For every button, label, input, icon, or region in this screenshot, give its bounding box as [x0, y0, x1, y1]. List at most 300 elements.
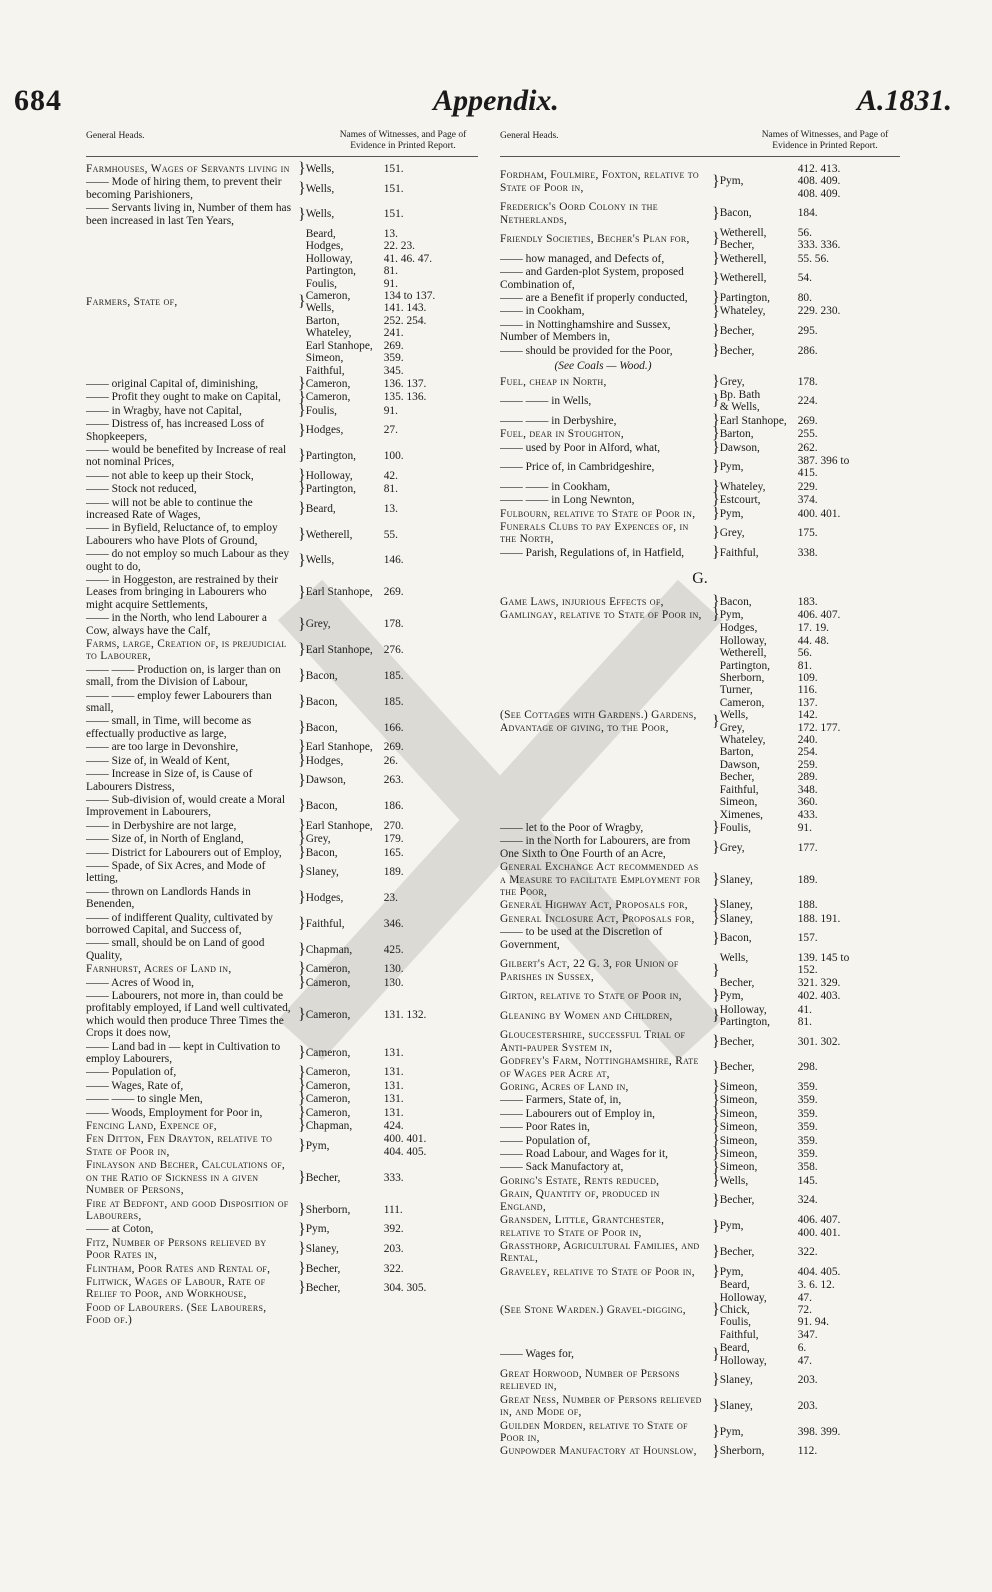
entry-witness: Pym,	[719, 1220, 744, 1233]
entry-witness: Sherborn,	[305, 1203, 351, 1216]
entry-witness: Becher,	[719, 1194, 755, 1207]
entry-witness: Becher,	[719, 325, 755, 338]
brace-glyph: }	[298, 1220, 306, 1238]
entry-pages: 131.	[383, 1093, 404, 1106]
index-entry	[86, 664, 478, 689]
entry-pages: 56. 333. 336.	[797, 227, 841, 252]
entry-witness: Cameron,	[305, 377, 351, 390]
index-entry	[500, 987, 900, 1005]
entry-witness: Wetherell,	[719, 272, 767, 285]
entry-head: Funerals Clubs to pay Expences of, in the North,	[500, 520, 689, 546]
index-entry	[500, 1342, 900, 1367]
entry-pages: 270.	[383, 819, 404, 832]
entry-witness: Bacon,	[719, 207, 752, 220]
entry-pages: 178.	[383, 618, 404, 631]
brace-glyph: }	[298, 797, 306, 815]
index-entry	[86, 418, 478, 443]
index-entry	[86, 843, 478, 861]
brace-glyph: }	[712, 929, 720, 947]
entry-pages: 139. 145 to 152. 321. 329.	[797, 951, 850, 989]
index-entry	[86, 497, 478, 522]
entry-pages: 184.	[797, 207, 818, 220]
entry-pages: 203.	[797, 1374, 818, 1387]
entry-witness: Cameron,	[305, 1046, 351, 1059]
entry-pages: 26.	[383, 754, 398, 767]
entry-head: —— Distress of, has increased Loss of Shopkeepers,	[86, 418, 265, 443]
entry-head: —— used by Poor in Alford, what,	[500, 441, 661, 454]
page-year: A.1831.	[856, 84, 952, 117]
entry-pages: 55. 56.	[797, 252, 830, 265]
entry-pages: 130.	[383, 976, 404, 989]
brace-glyph: }	[712, 269, 720, 287]
entry-head: —— Wages, Rate of,	[86, 1079, 184, 1092]
entry-head: Frederick's Oord Colony in the Netherlands,	[500, 201, 658, 226]
left-column	[86, 128, 478, 1328]
entry-head: Fire at Bedfont, and good Disposition of Labourers,	[86, 1197, 289, 1222]
brace-glyph: }	[298, 771, 306, 789]
entry-head: —— small, should be on Land of good Quality,	[86, 937, 265, 962]
index-entry	[500, 1158, 900, 1176]
entry-head: —— Stock not reduced,	[86, 483, 197, 496]
brace-glyph: }	[298, 293, 306, 311]
entry-pages: 374.	[797, 494, 818, 507]
index-entry	[500, 163, 900, 200]
index-entry	[500, 861, 900, 898]
entry-pages: 189.	[797, 873, 818, 886]
brace-glyph: }	[298, 1090, 306, 1108]
index-entry	[500, 592, 900, 610]
index-entry	[86, 202, 478, 227]
index-entry	[500, 266, 900, 291]
brace-glyph: }	[712, 819, 720, 837]
entry-witness: Partington,	[305, 450, 356, 463]
brace-glyph: }	[712, 411, 720, 429]
index-entry	[500, 1279, 900, 1341]
entry-pages: 151.	[383, 182, 404, 195]
left-column-header	[86, 128, 478, 157]
entry-head: —— thrown on Landlords Hands in Benenden,	[86, 885, 251, 911]
entry-witness: Holloway,	[305, 469, 353, 482]
entry-pages: 131.	[383, 1046, 404, 1059]
entry-head: —— and Garden-plot System, proposed Combination of,	[500, 266, 684, 291]
entry-pages: 359.	[797, 1121, 818, 1134]
entry-witness: Pym,	[719, 175, 744, 188]
brace-glyph: }	[298, 1240, 306, 1258]
brace-glyph: }	[712, 1345, 720, 1363]
entry-pages: 27.	[383, 424, 398, 437]
entry-pages: 146.	[383, 554, 404, 567]
brace-glyph: }	[712, 504, 720, 522]
index-entry	[86, 1276, 478, 1301]
entry-head: —— in the North, who lend Labourer a Cow, always have the Calf,	[86, 612, 267, 637]
entry-head: Fencing Land, Expence of,	[86, 1120, 217, 1133]
brace-glyph: }	[712, 1423, 720, 1440]
entry-witness: Cameron,	[305, 976, 351, 989]
entry-head: —— Road Labour, and Wages for it,	[500, 1148, 668, 1161]
entry-pages: 130.	[383, 963, 404, 976]
entry-witness: Wells,	[305, 182, 335, 195]
entry-witness: Foulis,	[305, 404, 338, 417]
entry-pages: 145.	[797, 1174, 818, 1187]
entry-witness: Pym,	[305, 1223, 330, 1236]
brace-glyph: }	[298, 863, 306, 881]
brace-glyph: }	[298, 1044, 306, 1062]
entry-witness: Slaney,	[719, 1399, 753, 1412]
entry-head: Farms, large, Creation of, is prejudicial to Labourer,	[86, 638, 287, 663]
entry-witness: Beard, Hodges, Holloway, Partington, Foulis, Cameron, Wells, Barton, Whateley, Earl Stanhope, Simeon, Faithful,	[305, 228, 373, 377]
entry-head: Farmhouses, Wages of Servants living in	[86, 163, 290, 175]
brace-glyph: }	[712, 341, 720, 359]
entry-pages: 42.	[383, 469, 398, 482]
left-entry-list	[86, 160, 478, 1327]
entry-witness: Simeon,	[719, 1094, 758, 1107]
entry-witness: Wells,	[305, 163, 335, 175]
entry-head: —— small, in Time, will become as effectually productive as large,	[86, 715, 252, 740]
index-entry	[500, 389, 900, 414]
index-entry	[86, 1198, 478, 1223]
entry-pages: 80.	[797, 292, 812, 305]
index-entry	[500, 819, 900, 837]
entry-witness: Bacon,	[719, 595, 752, 608]
entry-pages: 188.	[797, 899, 818, 912]
entry-witness: Becher,	[305, 1262, 341, 1275]
index-entry	[500, 1004, 900, 1029]
brace-glyph: }	[298, 1279, 306, 1297]
brace-glyph: }	[298, 940, 306, 958]
entry-head: Game Laws, injurious Effects of,	[500, 595, 664, 608]
page-number: 684	[14, 84, 62, 117]
index-entry	[500, 521, 900, 546]
index-entry	[86, 160, 478, 178]
brace-glyph: }	[712, 372, 720, 390]
entry-witness: Dawson,	[305, 774, 346, 787]
entry-witness: Estcourt,	[719, 494, 761, 507]
entry-witness: Beard, Holloway,	[719, 1342, 767, 1367]
index-entry	[500, 1118, 900, 1136]
entry-head: —— Increase in Size of, is Cause of Labourers Distress,	[86, 768, 253, 793]
index-entry	[86, 715, 478, 740]
entry-pages: 346.	[383, 917, 404, 930]
entry-witness: Cameron,	[305, 963, 351, 976]
brace-glyph: }	[712, 477, 720, 495]
entry-head: —— original Capital of, diminishing,	[86, 377, 259, 390]
entry-pages: 359.	[797, 1094, 818, 1107]
brace-glyph: }	[712, 1243, 720, 1261]
entry-witness: Simeon,	[719, 1161, 758, 1174]
brace-glyph: }	[712, 987, 720, 1005]
entry-pages: 338.	[797, 546, 818, 559]
index-entry	[86, 375, 478, 393]
entry-pages: 131.	[383, 1079, 404, 1092]
entry-head: —— Population of,	[500, 1134, 591, 1147]
entry-witness: Hodges,	[305, 754, 344, 767]
entry-witness: Slaney,	[719, 899, 753, 912]
brace-glyph: }	[298, 693, 306, 711]
brace-glyph: }	[298, 889, 306, 907]
entry-pages: 177.	[797, 841, 818, 854]
entry-witness: Simeon,	[719, 1081, 758, 1094]
brace-glyph: }	[712, 1058, 720, 1076]
entry-witness: Cameron,	[305, 1008, 351, 1021]
index-entry	[500, 341, 900, 359]
index-entry	[86, 480, 478, 498]
index-entry	[86, 690, 478, 715]
entry-witness: Simeon,	[719, 1121, 758, 1134]
entry-pages: 175.	[797, 527, 818, 540]
entry-head: Finlayson and Becher, Calculations of, on the Ratio of Sickness in a given Number of Persons,	[86, 1159, 286, 1197]
entry-pages: 157.	[797, 932, 818, 945]
entry-pages: 229.	[797, 480, 818, 493]
index-entry	[86, 1259, 478, 1277]
entry-witness: Slaney,	[719, 1374, 753, 1387]
entry-head: —— in the North for Labourers, are from One Sixth to One Fourth of an Acre,	[500, 835, 691, 860]
entry-pages: 81.	[383, 483, 398, 496]
entry-head: (See Coals — Wood.)	[554, 360, 652, 373]
index-entry	[500, 227, 900, 252]
entry-head: Godfrey's Farm, Nottinghamshire, Rate of Wages per Acre at,	[500, 1055, 699, 1080]
entry-witness: Wells,	[719, 1174, 749, 1187]
entry-pages: 229. 230.	[797, 305, 841, 318]
index-entry	[86, 388, 478, 406]
brace-glyph: }	[712, 838, 720, 856]
entry-witness: Whateley,	[719, 305, 766, 318]
brace-glyph: }	[712, 524, 720, 542]
brace-glyph: }	[712, 592, 720, 610]
general-heads-label: General Heads.	[500, 131, 559, 141]
entry-pages: 276.	[383, 644, 404, 657]
brace-glyph: }	[712, 1158, 720, 1176]
brace-glyph: }	[712, 1145, 720, 1163]
index-entry	[86, 1302, 478, 1327]
entry-witness: Grey,	[719, 527, 745, 540]
entry-pages: 111.	[383, 1203, 403, 1216]
entry-witness: Simeon,	[719, 1134, 758, 1147]
index-entry	[86, 522, 478, 547]
entry-head: Farnhurst, Acres of Land in,	[86, 963, 232, 976]
brace-glyph: }	[712, 870, 720, 888]
entry-pages: 131. 132.	[383, 1008, 427, 1021]
entry-witness: Dawson,	[719, 441, 760, 454]
entry-pages: 91.	[383, 404, 398, 417]
entry-witness: Bp. Bath & Wells,	[719, 388, 761, 414]
entry-witness: Becher,	[719, 1035, 755, 1048]
entry-head: —— are too large in Devonshire,	[86, 741, 239, 754]
entry-witness: Pym,	[719, 507, 744, 520]
index-entry	[86, 1063, 478, 1081]
index-entry	[86, 1237, 478, 1262]
entry-head: —— Land bad in — kept in Cultivation to employ Labourers,	[86, 1040, 281, 1066]
entry-pages: 286.	[797, 344, 818, 357]
index-entry	[500, 319, 900, 344]
brace-glyph: }	[712, 543, 720, 561]
brace-glyph: }	[298, 388, 306, 406]
entry-head: Farmers, State of,	[86, 296, 178, 309]
entry-pages: 131.	[383, 1106, 404, 1119]
index-entry	[86, 1103, 478, 1121]
entry-pages: 424.	[383, 1120, 404, 1133]
entry-pages: 183.	[797, 595, 818, 608]
brace-glyph: }	[298, 551, 306, 569]
right-entry-list-g	[500, 592, 900, 1460]
entry-head: —— in Derbyshire are not large,	[86, 819, 237, 832]
index-entry	[500, 1105, 900, 1123]
index-entry	[500, 622, 900, 821]
entry-head: —— —— in Derbyshire,	[500, 414, 617, 427]
index-entry	[86, 912, 478, 937]
general-heads-label: General Heads.	[86, 131, 145, 141]
entry-head: Flintham, Poor Rates and Rental of,	[86, 1262, 271, 1275]
entry-head: Gleaning by Women and Children,	[500, 1009, 673, 1022]
entry-pages: 55.	[383, 528, 398, 541]
index-entry	[86, 548, 478, 573]
entry-head: Goring's Estate, Rents reduced,	[500, 1174, 660, 1187]
brace-glyph: }	[298, 738, 306, 756]
entry-pages: 186.	[383, 800, 404, 813]
index-entry	[86, 1220, 478, 1238]
brace-glyph: }	[712, 1191, 720, 1209]
entry-witness: Beard, Holloway, Chick, Foulis, Faithful,	[719, 1279, 767, 1341]
entry-witness: Bacon,	[305, 670, 338, 683]
entry-head: Gunpowder Manufactory at Hounslow,	[500, 1445, 697, 1458]
index-entry	[86, 638, 478, 663]
brace-glyph: }	[712, 458, 720, 476]
entry-witness: Bacon,	[305, 695, 338, 708]
index-entry	[500, 543, 900, 561]
brace-glyph: }	[298, 1005, 306, 1023]
brace-glyph: }	[298, 1168, 306, 1186]
index-entry	[86, 886, 478, 911]
index-entry	[86, 612, 478, 637]
index-entry	[86, 176, 478, 201]
entry-head: Gloucestershire, successful Trial of Anti-pauper System in,	[500, 1029, 686, 1054]
index-entry	[500, 1214, 900, 1239]
entry-pages: 387. 396 to 415.	[797, 454, 850, 480]
entry-head: —— in Nottinghamshire and Sussex, Number of Members in,	[500, 318, 671, 344]
entry-head: —— in Hoggeston, are restrained by their Leases from bringing in Labourers who might acquire Settlements,	[86, 574, 279, 611]
entry-witness: Wells,	[305, 554, 335, 567]
index-entry	[500, 909, 900, 927]
brace-glyph: }	[298, 480, 306, 498]
brace-glyph: }	[298, 914, 306, 932]
entry-head: —— would be benefited by Increase of real not nominal Prices,	[86, 443, 287, 469]
entry-witness: Cameron,	[305, 1106, 351, 1119]
entry-pages: 54.	[797, 272, 812, 285]
brace-glyph: }	[712, 712, 720, 730]
index-entry	[500, 1029, 900, 1054]
brace-glyph: }	[298, 843, 306, 861]
right-column	[500, 128, 900, 1459]
index-entry	[500, 896, 900, 914]
entry-witness: Becher,	[719, 344, 755, 357]
entry-head: Fordham, Foulmire, Foxton, relative to State of Poor in,	[500, 169, 699, 194]
entry-pages: 203.	[383, 1242, 404, 1255]
index-entry	[500, 1055, 900, 1080]
index-entry	[86, 937, 478, 962]
brace-glyph: }	[712, 1301, 720, 1319]
entry-head: —— do not employ so much Labour as they ought to do,	[86, 548, 290, 573]
brace-glyph: }	[712, 909, 720, 927]
entry-head: Gilbert's Act, 22 G. 3, for Union of Parishes in Sussex,	[500, 958, 679, 983]
entry-head: —— Spade, of Six Acres, and Mode of letting,	[86, 859, 266, 885]
entry-pages: 324.	[797, 1194, 818, 1207]
entry-head: Goring, Acres of Land in,	[500, 1081, 629, 1094]
entry-pages: 188. 191.	[797, 912, 841, 925]
right-entry-list-f	[500, 163, 900, 559]
brace-glyph: }	[298, 1103, 306, 1121]
entry-pages: 178.	[797, 375, 818, 388]
entry-witness: Wells, Becher,	[719, 951, 755, 989]
entry-head: Great Horwood, Number of Persons relieved in,	[500, 1367, 680, 1393]
entry-head: Fulbourn, relative to State of Poor in,	[500, 507, 696, 520]
entry-head: —— District for Labourers out of Employ,	[86, 846, 282, 859]
entry-head: —— let to the Poor of Wragby,	[500, 821, 644, 834]
entry-witness: Faithful,	[305, 917, 345, 930]
entry-head: —— in Byfield, Reluctance of, to employ Labourers who have Plots of Ground,	[86, 522, 278, 547]
brace-glyph: }	[712, 1118, 720, 1136]
entry-witness: Grey,	[719, 841, 745, 854]
entry-witness: Bacon,	[719, 932, 752, 945]
entry-pages: 359.	[797, 1134, 818, 1147]
entry-head: —— —— in Long Newnton,	[500, 494, 635, 507]
entry-pages: 322.	[797, 1246, 818, 1259]
entry-witness: Slaney,	[719, 873, 753, 886]
entry-pages: 269.	[383, 741, 404, 754]
entry-witness: Earl Stanhope,	[719, 414, 787, 427]
entry-pages: 17. 19. 44. 48. 56. 81. 109. 116. 137. 142. 172. 177. 240. 254. 259. 289. 348. 360. 433.	[797, 622, 841, 821]
entry-head: Graveley, relative to State of Poor in,	[500, 1265, 695, 1278]
entry-pages: 165.	[383, 846, 404, 859]
page-header	[0, 84, 992, 124]
brace-glyph: }	[298, 973, 306, 991]
entry-pages: 23.	[383, 891, 398, 904]
entry-witness: Cameron,	[305, 1066, 351, 1079]
entry-head: —— Parish, Regulations of, in Hatfield,	[500, 546, 685, 559]
entry-head: —— Poor Rates in,	[500, 1121, 590, 1134]
entry-pages: 402. 403.	[797, 990, 841, 1003]
brace-glyph: }	[712, 1007, 720, 1024]
entry-pages: 295.	[797, 325, 818, 338]
entry-pages: 151.	[383, 163, 404, 175]
index-entry	[86, 444, 478, 469]
index-entry	[86, 973, 478, 991]
entry-witness: Foulis,	[719, 821, 752, 834]
entry-pages: 400. 401.	[797, 507, 841, 520]
index-entry	[500, 477, 900, 495]
brace-glyph: }	[712, 204, 720, 222]
index-entry	[500, 438, 900, 456]
entry-witness: Wetherell, Becher,	[719, 227, 767, 252]
entry-witness: Earl Stanhope,	[305, 644, 373, 657]
entry-pages: 425.	[383, 943, 404, 956]
index-entry	[86, 1159, 478, 1196]
entry-witness: Sherborn,	[719, 1445, 765, 1458]
index-entry	[500, 1078, 900, 1096]
brace-glyph: }	[712, 1442, 720, 1460]
entry-head: (See Stone Warden.) Gravel-digging,	[500, 1303, 686, 1316]
entry-witness: Becher,	[305, 1282, 341, 1295]
entry-witness: Grey,	[719, 375, 745, 388]
entry-pages: 91.	[797, 821, 812, 834]
entry-witness: Simeon,	[719, 1107, 758, 1120]
entry-pages: 41. 81.	[797, 1003, 812, 1028]
entry-head: —— Profit they ought to make on Capital,	[86, 391, 281, 404]
entry-pages: 304. 305.	[383, 1282, 427, 1295]
entry-witness: Barton,	[719, 428, 754, 441]
brace-glyph: }	[712, 1371, 720, 1389]
index-entry	[86, 960, 478, 978]
brace-glyph: }	[712, 392, 720, 410]
brace-glyph: }	[298, 447, 306, 465]
